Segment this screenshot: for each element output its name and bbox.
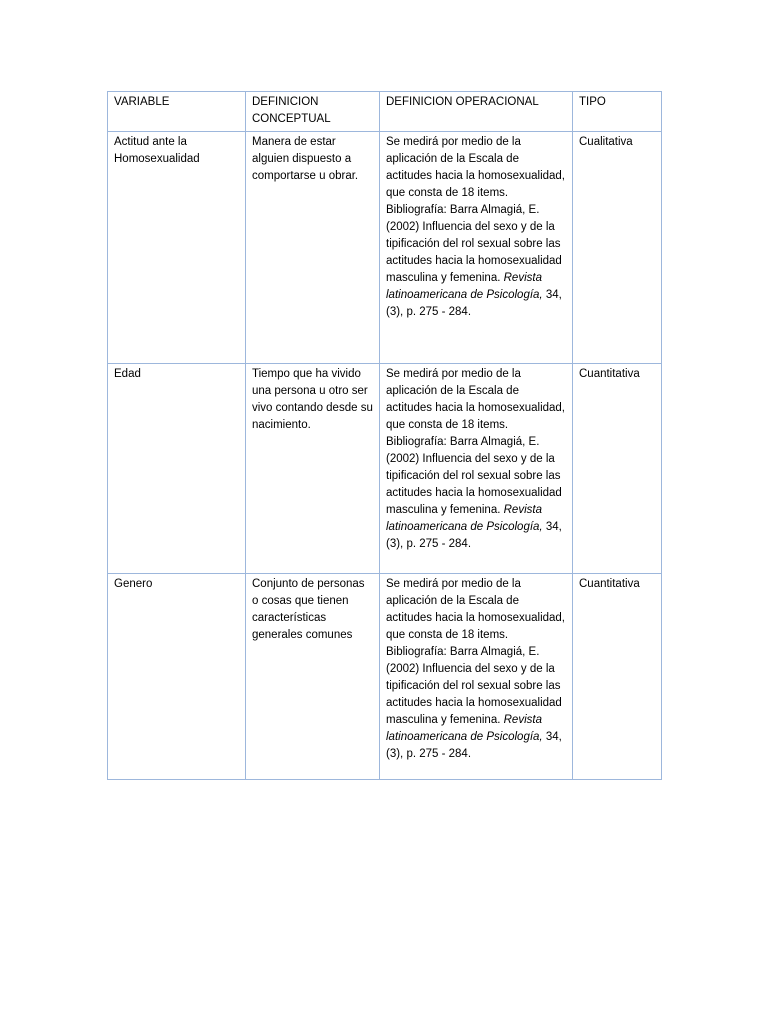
header-operacional: DEFINICION OPERACIONAL — [380, 92, 573, 132]
table-header-row — [108, 92, 662, 132]
variables-table — [107, 91, 662, 780]
cell-conceptual: Tiempo que ha vivido una persona u otro ser vivo contando desde su nacimiento. — [246, 364, 380, 574]
operacional-description: Se medirá por medio de la aplicación de la Escala de actitudes hacia la homosexualidad, que consta de 18 items. — [386, 578, 566, 641]
cell-variable: Edad — [108, 364, 246, 574]
operacional-bibliography: Bibliografía: Barra Almagiá, E. (2002) Influencia del sexo y de la tipificación del rol sexual sobre las actitudes hacia la homosexualidad masculina y femenina. — [386, 204, 562, 284]
table-row — [108, 132, 662, 364]
header-variable: VARIABLE — [108, 92, 246, 132]
operacional-description: Se medirá por medio de la aplicación de la Escala de actitudes hacia la homosexualidad, que consta de 18 items. — [386, 136, 566, 199]
operacional-journal: Revista latinoamericana de Psicología, — [386, 272, 543, 301]
operacional-citation: 34, (3), p. 275 - 284. — [386, 731, 562, 760]
cell-variable: Actitud ante la Homosexualidad — [108, 132, 246, 364]
operacional-journal: Revista latinoamericana de Psicología, — [386, 504, 543, 533]
operacional-bibliography: Bibliografía: Barra Almagiá, E. (2002) Influencia del sexo y de la tipificación del rol sexual sobre las actitudes hacia la homosexualidad masculina y femenina. — [386, 436, 562, 516]
operacional-citation: 34, (3), p. 275 - 284. — [386, 521, 562, 550]
cell-conceptual: Manera de estar alguien dispuesto a comportarse u obrar. — [246, 132, 380, 364]
operacional-bibliography: Bibliografía: Barra Almagiá, E. (2002) Influencia del sexo y de la tipificación del rol sexual sobre las actitudes hacia la homosexualidad masculina y femenina. — [386, 646, 562, 726]
table-row — [108, 364, 662, 574]
cell-variable: Genero — [108, 574, 246, 780]
cell-tipo: Cualitativa — [573, 132, 662, 364]
cell-operacional — [380, 574, 573, 780]
cell-operacional — [380, 364, 573, 574]
cell-operacional — [380, 132, 573, 364]
cell-tipo: Cuantitativa — [573, 364, 662, 574]
header-conceptual: DEFINICION CONCEPTUAL — [246, 92, 380, 132]
operacional-journal: Revista latinoamericana de Psicología, — [386, 714, 543, 743]
cell-tipo: Cuantitativa — [573, 574, 662, 780]
header-tipo: TIPO — [573, 92, 662, 132]
operacional-citation: 34, (3), p. 275 - 284. — [386, 289, 562, 318]
table-row — [108, 574, 662, 780]
operacional-description: Se medirá por medio de la aplicación de la Escala de actitudes hacia la homosexualidad, que consta de 18 items. — [386, 368, 566, 431]
cell-conceptual: Conjunto de personas o cosas que tienen características generales comunes — [246, 574, 380, 780]
